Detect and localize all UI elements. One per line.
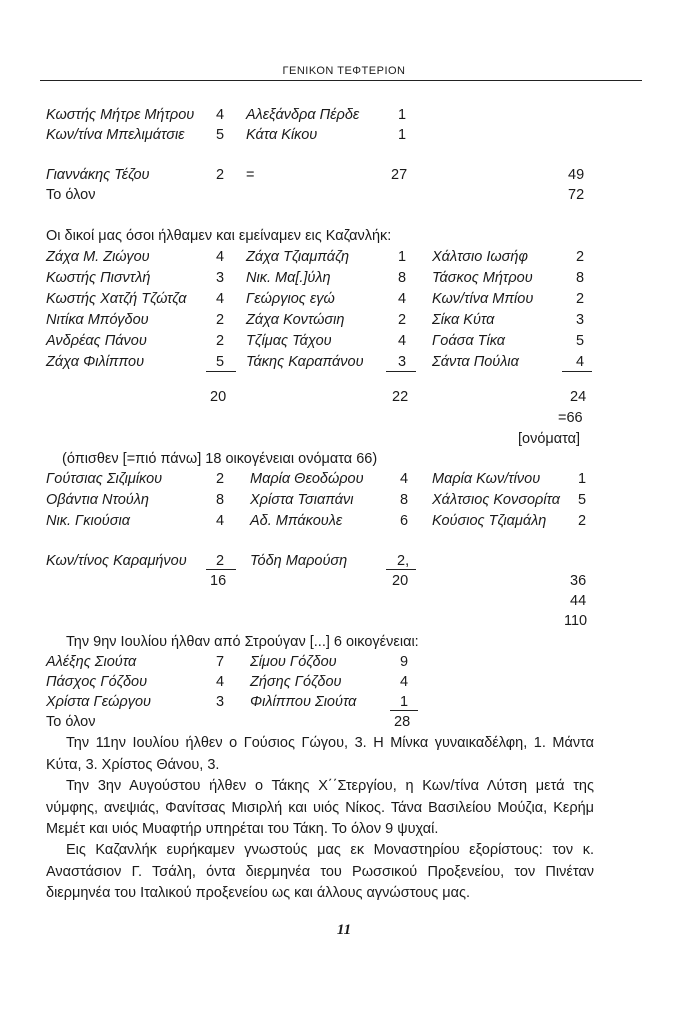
page-number: 11 [336,922,352,938]
entry-count: 2 [576,291,585,307]
entry-name: Οβάντια Ντούλη [46,492,149,508]
entry-name: Ζάχα Κοντώσιη [246,312,345,328]
entry-name: Φιλίππου Σιούτα [250,694,357,710]
total-label: Το όλον [46,714,96,730]
entry-count: 5 [216,354,225,370]
entry-name: Χάλτσιο Ιωσήφ [432,249,528,265]
section-heading: (όπισθεν [=πιό πάνω] 18 οικογένειαι ονόματα 66) [62,451,378,467]
entry-name: Αδ. Μπάκουλε [250,513,343,529]
entry-name: Νιτίκα Μπόγδου [46,312,149,328]
entry-name: Τόδη Μαρούση [250,553,348,569]
sum-rule [386,569,416,570]
entry-count: 9 [400,654,409,670]
entry-count: 4 [216,674,225,690]
entry-count: 4 [216,107,225,123]
entry-name: Κάτα Κίκου [246,127,318,143]
entry-count: 4 [398,333,407,349]
grand-total: =66 [558,410,583,426]
column-total: 20 [392,573,409,589]
header-rule [40,80,642,81]
entry-count: 3 [576,312,585,328]
entry-count: 1 [400,694,409,710]
entry-name: Ζάχα Φιλίππου [46,354,145,370]
entry-name: Αλεξάνδρα Πέρδε [246,107,360,123]
entry-name: Σάντα Πούλια [432,354,519,370]
entry-count: 5 [578,492,587,508]
entry-name: Γοάσα Τίκα [432,333,506,349]
grand-total: 110 [564,613,588,629]
entry-name: Χάλτσιος Κονσορίτα [432,492,561,508]
entry-name: Ανδρέας Πάνου [46,333,147,349]
entry-count: 2 [398,312,407,328]
entry-name: Γεώργιος εγώ [246,291,335,307]
entry-name: Κωστής Μήτρε Μήτρου [46,107,195,123]
entry-count: 2 [216,333,225,349]
section-heading: Την 9ην Ιουλίου ήλθαν από Στρούγαν [...] 6 οικογένειαι: [66,634,419,650]
entry-count: 2 [578,513,587,529]
entry-name: Αλέξης Σιούτα [46,654,137,670]
paragraph: Εις Καζανλήκ ευρήκαμεν γνωστούς μας εκ Μοναστηρίου εξορίστους: τον κ. Αναστάσιον Γ. Τσάλη, όντα διερμηνέα του Ρωσσικού Προξενείου, τον Πινέταν διερμηνέα του Ιταλικού προξενείου ως και άλλους αγνώστους μας. [46,842,594,901]
entry-name: Νικ. Γκιούσια [46,513,131,529]
entry-count: 1 [398,249,407,265]
entry-name: Κων/τίνος Καραμήνου [46,553,187,569]
column-total: 44 [570,593,587,609]
subtotal: 27 [391,167,408,183]
entry-count: 2 [216,312,225,328]
entry-count: 6 [400,513,409,529]
entry-count: 5 [576,333,585,349]
entry-name: Πάσχος Γόζδου [46,674,148,690]
column-total: 36 [570,573,587,589]
column-total: 16 [210,573,227,589]
entry-count: 8 [216,492,225,508]
sum-rule [386,371,416,372]
section-heading: Οι δικοί μας όσοι ήλθαμεν και εμείναμεν εις Καζανλήκ: [46,228,392,244]
entry-name: Κωστής Πισντλή [46,270,151,286]
subtotal: 49 [568,167,585,183]
paragraph: Την 11ην Ιουλίου ήλθεν ο Γούσιος Γώγου, 3. Η Μίνκα γυναικαδέλφη, 1. Μάντα Κύτα, 3. Χρίστος Θάνου, 3. [46,735,594,773]
entry-name: Κων/τίνα Μπίου [432,291,534,307]
entry-name: Τάσκος Μήτρου [432,270,533,286]
total-value: 72 [568,187,585,203]
sum-rule [562,371,592,372]
running-header: ΓΕΝΙΚΟΝ ΤΕΦΤΕΡΙΟΝ [282,65,406,77]
column-total: 24 [570,389,587,405]
entry-count: 4 [216,291,225,307]
entry-name: Μαρία Θεοδώρου [250,471,364,487]
sum-rule [390,710,418,711]
column-total: 20 [210,389,227,405]
entry-count: 4 [400,471,409,487]
entry-count: 8 [576,270,585,286]
paragraph: Την 3ην Αυγούστου ήλθεν ο Τάκης Χ΄΄Στεργίου, η Κων/τίνα Λύτση μετά της νύμφης, ανεψιάς, Φανίτσας Μισιρλή και υιός Νίκος. Τάνα Βασιλείου Μούζια, Κερήμ Μεμέτ και υιός Μυαφτήρ υπηρέται του Τάκη. Το όλον 9 ψυχαί. [46,778,594,837]
sum-rule [206,569,236,570]
entry-count: 1 [398,107,407,123]
entry-count: 3 [216,270,225,286]
entry-count: 2 [216,553,225,569]
entry-count: 7 [216,654,225,670]
entry-name: Ζάχα Μ. Ζιώγου [46,249,150,265]
entry-count: 4 [400,674,409,690]
entry-count: 2 [576,249,585,265]
entry-name: Χρίστα Γεώργου [46,694,151,710]
entry-name: Νικ. Μα[.]ύλη [246,270,331,286]
entry-name: Ζήσης Γόζδου [250,674,342,690]
equals-sign: = [246,167,255,183]
entry-name: Τζίμας Τάχου [246,333,332,349]
entry-count: 4 [398,291,407,307]
entry-name: Γιαννάκης Τέζου [46,167,150,183]
entry-count: 3 [216,694,225,710]
entry-count: 8 [400,492,409,508]
bracket-note: [ονόματα] [518,431,581,447]
total-value: 28 [394,714,411,730]
entry-count: 4 [216,249,225,265]
entry-count: 8 [398,270,407,286]
entry-count: 2, [397,553,410,569]
entry-count: 3 [398,354,407,370]
entry-name: Χρίστα Τσιαπάνι [250,492,354,508]
entry-count: 4 [576,354,585,370]
entry-name: Τάκης Καραπάνου [246,354,364,370]
entry-name: Κούσιος Τζιαμάλη [432,513,547,529]
entry-name: Μαρία Κων/τίνου [432,471,541,487]
entry-name: Κων/τίνα Μπελιμάτσιε [46,127,185,143]
entry-count: 2 [216,471,225,487]
sum-rule [206,371,236,372]
entry-count: 1 [578,471,587,487]
total-label: Το όλον [46,187,96,203]
entry-count: 1 [398,127,407,143]
entry-count: 5 [216,127,225,143]
entry-count: 2 [216,167,225,183]
entry-name: Κωστής Χατζή Τζώτζα [46,291,187,307]
entry-name: Ζάχα Τζιαμπάζη [246,249,350,265]
entry-count: 4 [216,513,225,529]
column-total: 22 [392,389,409,405]
entry-name: Γούτσιας Σιζιμίκου [46,471,163,487]
entry-name: Σίκα Κύτα [432,312,495,328]
entry-name: Σίμου Γόζδου [250,654,337,670]
